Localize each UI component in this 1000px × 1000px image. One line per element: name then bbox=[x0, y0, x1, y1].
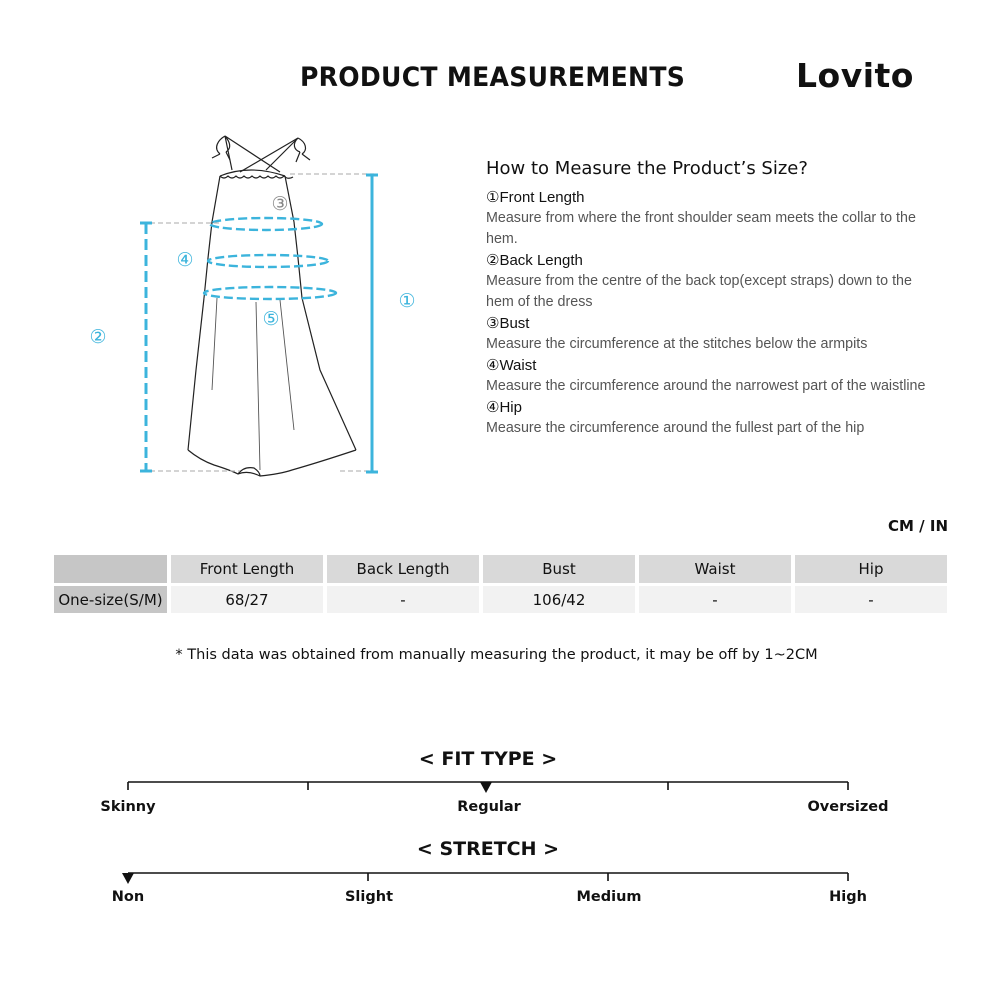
table-header-cell: Back Length bbox=[327, 555, 479, 583]
howto-heading: How to Measure the Product’s Size? bbox=[486, 158, 808, 179]
marker-5: ⑤ bbox=[262, 308, 280, 330]
marker-2: ② bbox=[89, 326, 107, 348]
marker-3: ③ bbox=[271, 193, 289, 215]
table-cell: 106/42 bbox=[483, 586, 635, 613]
fit-type-title: < FIT TYPE > bbox=[418, 748, 558, 770]
table-row bbox=[54, 586, 947, 613]
fit-type-scale bbox=[0, 770, 1000, 800]
table-cell: - bbox=[327, 586, 479, 613]
howto-item-title: ④Waist bbox=[486, 357, 537, 374]
howto-item-desc: Measure from where the front shoulder seam meets the collar to the hem. bbox=[486, 210, 916, 247]
table-cell: 68/27 bbox=[171, 586, 323, 613]
fit-type-label: Oversized bbox=[807, 799, 889, 815]
howto-item-title: ①Front Length bbox=[486, 189, 585, 206]
stretch-label: Medium bbox=[576, 889, 642, 905]
fit-type-label: Regular bbox=[457, 799, 521, 815]
table-header-cell: Front Length bbox=[171, 555, 323, 583]
howto-item-desc: Measure the circumference around the narrowest part of the waistline bbox=[486, 378, 926, 394]
table-header-row bbox=[54, 555, 947, 583]
table-header-cell: Hip bbox=[795, 555, 947, 583]
stretch-label: Non bbox=[111, 889, 145, 905]
stretch-selected-marker bbox=[122, 873, 134, 884]
howto-item-title: ③Bust bbox=[486, 315, 530, 332]
table-cell-size: One-size(S/M) bbox=[54, 586, 167, 613]
stretch-label: High bbox=[829, 889, 867, 905]
marker-4: ④ bbox=[176, 249, 194, 271]
stretch-title: < STRETCH > bbox=[416, 838, 560, 860]
how-to-measure bbox=[486, 158, 926, 439]
howto-item-title: ②Back Length bbox=[486, 252, 583, 269]
brand-logo: Lovito bbox=[796, 56, 914, 95]
table-header-cell: Bust bbox=[483, 555, 635, 583]
dress-diagram bbox=[80, 130, 440, 490]
page-title: PRODUCT MEASUREMENTS bbox=[300, 62, 686, 93]
marker-1: ① bbox=[398, 290, 416, 312]
stretch-scale bbox=[0, 861, 1000, 891]
howto-item-title: ④Hip bbox=[486, 399, 522, 416]
howto-item-desc: Measure the circumference around the fullest part of the hip bbox=[486, 420, 865, 436]
table-header-cell: Waist bbox=[639, 555, 791, 583]
fit-type-label: Skinny bbox=[100, 799, 156, 815]
table-cell: - bbox=[795, 586, 947, 613]
size-table bbox=[50, 552, 951, 616]
table-header-cell bbox=[54, 555, 167, 583]
howto-item-desc: Measure the circumference at the stitches below the armpits bbox=[486, 336, 868, 352]
howto-item-desc: Measure from the centre of the back top(except straps) down to the hem of the dress bbox=[486, 273, 912, 310]
stretch-label: Slight bbox=[344, 889, 394, 905]
table-cell: - bbox=[639, 586, 791, 613]
measurement-note: * This data was obtained from manually measuring the product, it may be off by 1~2CM bbox=[175, 647, 818, 663]
fit-type-selected-marker bbox=[480, 782, 492, 793]
unit-label: CM / IN bbox=[888, 517, 948, 535]
